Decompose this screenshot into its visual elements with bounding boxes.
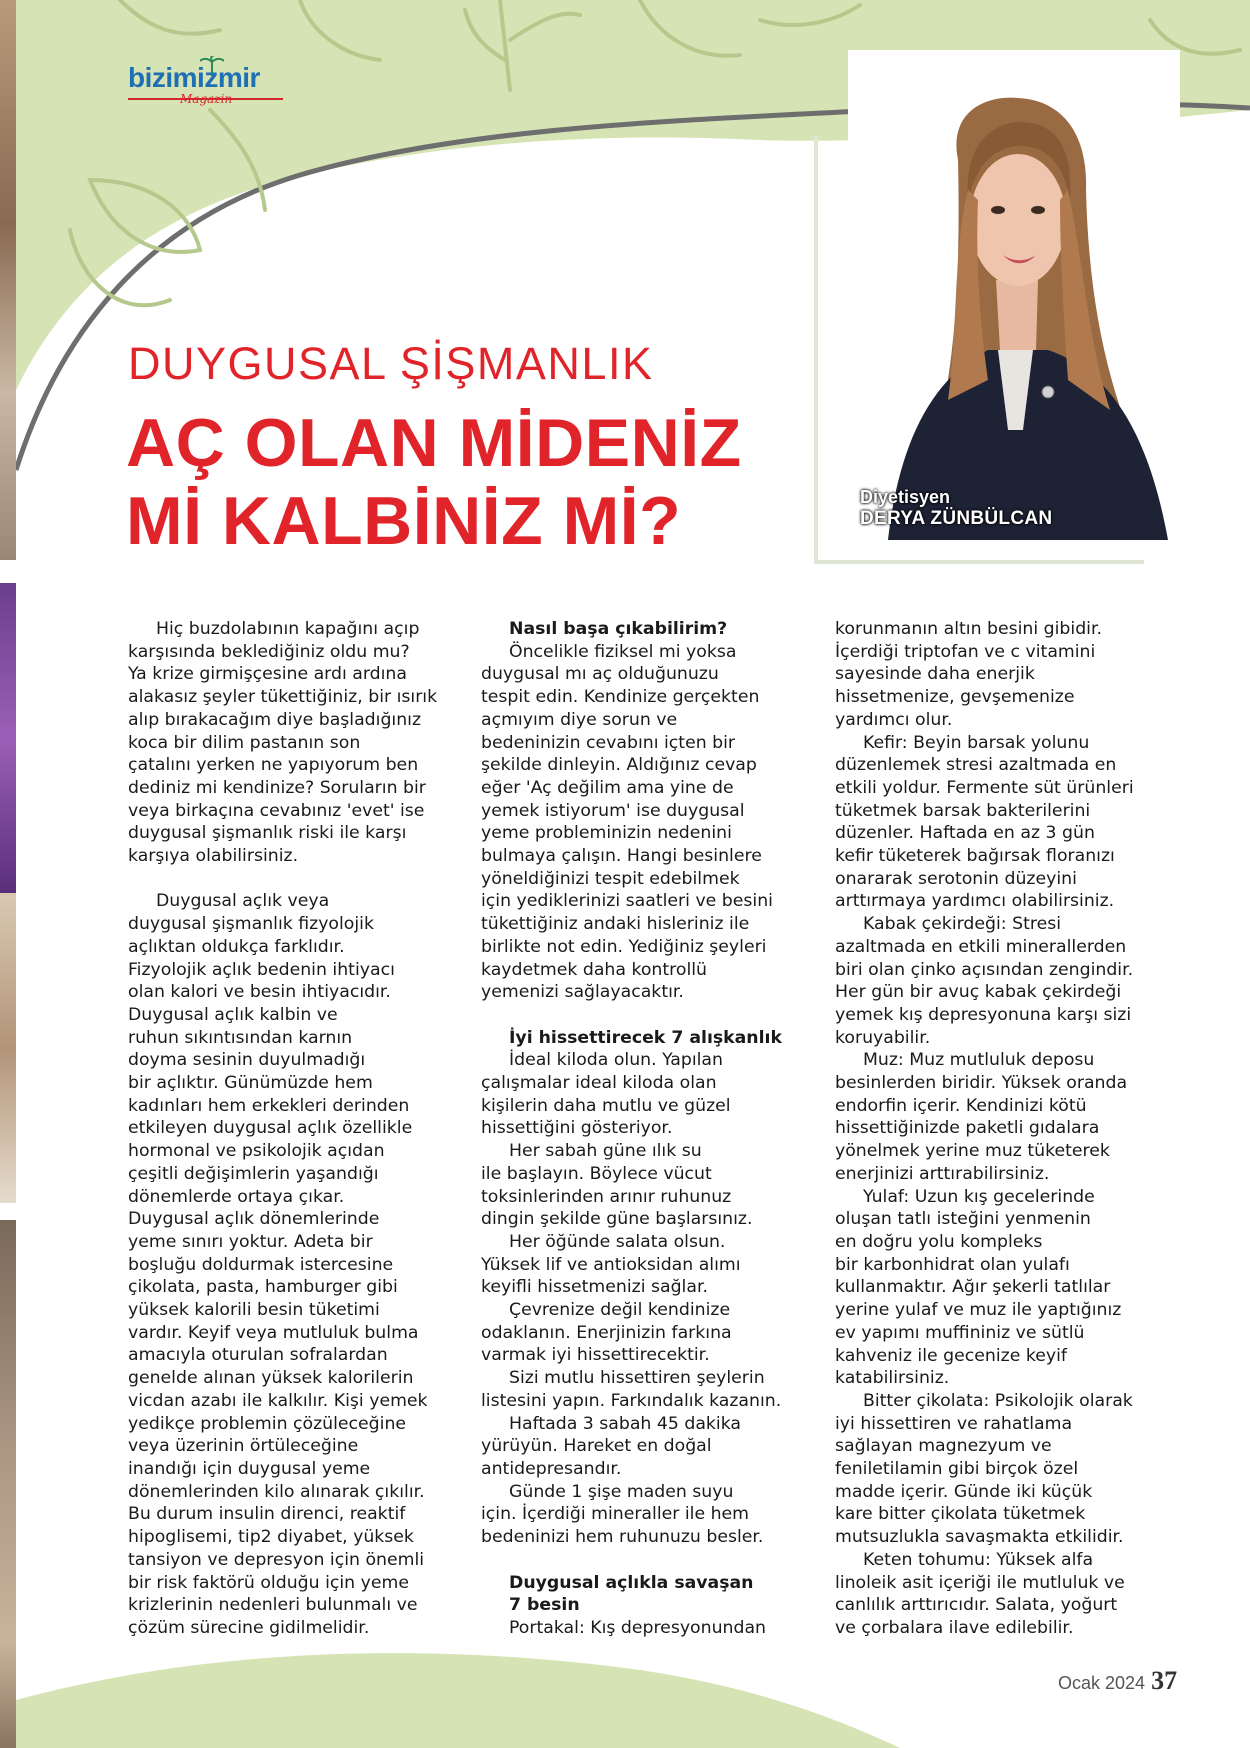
text-line: yerine yulaf ve muz ile yaptığınız xyxy=(835,1300,1122,1321)
text-line: bir açlıktır. Günümüzde hem xyxy=(128,1073,373,1094)
strip-photo-1 xyxy=(0,0,16,560)
text-line: yeme sınırı yoktur. Adeta bir xyxy=(128,1231,373,1252)
paragraph xyxy=(481,1140,811,1231)
paragraph xyxy=(835,1186,1165,1390)
section-heading xyxy=(481,1027,811,1050)
text-line: etkili yoldur. Fermente süt ürünleri xyxy=(835,777,1134,798)
text-line: besinlerden biridir. Yüksek oranda xyxy=(835,1073,1128,1094)
left-page-strip xyxy=(0,0,16,1748)
text-line: duygusal şişmanlık fizyolojik xyxy=(128,914,374,935)
text-line: hissettiğinizde paketli gıdalara xyxy=(835,1118,1100,1139)
author-portrait-illustration xyxy=(848,50,1180,540)
text-line: koruyabilir. xyxy=(835,1027,931,1048)
text-line: tükettiğiniz andaki hisleriniz ile xyxy=(481,914,750,935)
text-line: kaydetmek daha kontrollü xyxy=(481,959,708,980)
section-heading xyxy=(481,1572,811,1617)
text-line: varmak iyi hissettirecektir. xyxy=(481,1345,710,1366)
paragraph xyxy=(835,732,1165,914)
paragraph xyxy=(128,890,458,1639)
text-line: kişilerin daha mutlu ve güzel xyxy=(481,1095,731,1116)
text-line: çalışmalar ideal kiloda olan xyxy=(481,1073,717,1094)
paragraph xyxy=(481,1299,811,1367)
article-column-2 xyxy=(481,618,811,1640)
text-line: yemek kış depresyonuna karşı sizi xyxy=(835,1004,1132,1025)
text-line: Yüksek lif ve antioksidan alımı xyxy=(481,1254,741,1275)
text-line: birlikte not edin. Yediğiniz şeyleri xyxy=(481,936,767,957)
article-headline xyxy=(126,404,742,560)
text-line: odaklanın. Enerjinizin farkına xyxy=(481,1322,732,1343)
text-line: düzenlemek stresi azaltmada en xyxy=(835,755,1117,776)
logo-wordmark: bizimizmir xyxy=(128,62,260,93)
text-line: linoleik asit içeriği ile mutluluk ve xyxy=(835,1572,1125,1593)
text-line: biri olan çinko açısından zengindir. xyxy=(835,959,1134,980)
paragraph xyxy=(835,1390,1165,1549)
text-line: hissettiğini gösteriyor. xyxy=(481,1118,673,1139)
paragraph xyxy=(835,1549,1165,1640)
text-line: katabilirsiniz. xyxy=(835,1368,950,1389)
text-line: inandığı için duygusal yeme xyxy=(128,1459,371,1479)
text-line: çikolata, pasta, hamburger gibi xyxy=(128,1277,398,1298)
text-line: yürüyün. Hareket en doğal xyxy=(481,1436,712,1457)
paragraph xyxy=(481,1481,811,1549)
paragraph xyxy=(481,1049,811,1140)
text-line: hissetmenize, gevşemenize xyxy=(835,687,1075,708)
text-line: veya birkaçına cevabınız 'evet' ise xyxy=(128,800,425,821)
text-line: İdeal kiloda olun. Yapılan xyxy=(509,1050,723,1071)
text-line: vardır. Keyif veya mutluluk bulma xyxy=(128,1322,419,1343)
strip-photo-4 xyxy=(0,1220,16,1748)
text-line: çeşitli değişimlerin yaşandığı xyxy=(128,1163,379,1184)
text-line: Bu durum insulin direnci, reaktif xyxy=(128,1504,406,1525)
text-line: çatalını yerken ne yapıyorum ben xyxy=(128,755,419,776)
text-line: Ya krize girmişçesine ardı ardına xyxy=(128,664,407,685)
paragraph xyxy=(481,1367,811,1412)
article-column-3 xyxy=(835,618,1165,1640)
text-line: 7 besin xyxy=(509,1595,580,1616)
magazine-logo xyxy=(128,62,288,112)
text-line: Hiç buzdolabının kapağını açıp xyxy=(156,619,420,639)
paragraph xyxy=(835,618,1165,732)
text-line: antidepresandır. xyxy=(481,1459,622,1479)
text-line: korunmanın altın besini gibidir. xyxy=(835,619,1102,639)
text-line: şekilde dinleyin. Aldığınız cevap xyxy=(481,755,757,776)
text-line: Muz: Muz mutluluk deposu xyxy=(863,1050,1095,1071)
text-line: karşısında beklediğiniz oldu mu? xyxy=(128,641,410,662)
text-line: yönelmek yerine muz tüketerek xyxy=(835,1141,1110,1162)
text-line: mutsuzlukla savaşmakta etkilidir. xyxy=(835,1527,1124,1548)
text-line: İçerdiği triptofan ve c vitamini xyxy=(835,641,1096,662)
text-line: açlıktan oldukça farklıdır. xyxy=(128,936,345,957)
text-line: sağlayan magnezyum ve xyxy=(835,1436,1052,1457)
text-line: yüksek kalorili besin tüketimi xyxy=(128,1300,380,1321)
text-line: hormonal ve psikolojik açıdan xyxy=(128,1141,385,1162)
text-line: Öncelikle fiziksel mi yoksa xyxy=(509,641,737,662)
text-line: iyi hissettiren ve rahatlama xyxy=(835,1413,1073,1434)
text-line: yemek istiyorum' ise duygusal xyxy=(481,800,745,821)
text-line: etkileyen duygusal açlık özellikle xyxy=(128,1118,413,1139)
text-line: için. İçerdiği mineraller ile hem xyxy=(481,1504,750,1525)
text-line: İyi hissettirecek 7 alışkanlık xyxy=(509,1027,782,1048)
text-line: duygusal şişmanlık riski ile karşı xyxy=(128,823,407,844)
text-line: Kefir: Beyin barsak yolunu xyxy=(863,732,1090,753)
text-line: olan kalori ve besin ihtiyacıdır. xyxy=(128,982,391,1003)
text-line: yedikçe problemin çözüleceğine xyxy=(128,1413,407,1434)
article-kicker: DUYGUSAL ŞİŞMANLIK xyxy=(128,338,654,389)
text-line: endorfin içerir. Kendinizi kötü xyxy=(835,1095,1087,1116)
text-line: vicdan azabı ile kalkılır. Kişi yemek xyxy=(128,1390,428,1411)
text-line: ve çorbalara ilave edilebilir. xyxy=(835,1617,1074,1638)
author-name: DERYA ZÜNBÜLCAN xyxy=(860,508,1053,529)
text-line: dediniz mi kendinize? Soruların bir xyxy=(128,777,426,798)
text-line: Yulaf: Uzun kış gecelerinde xyxy=(863,1186,1095,1207)
paragraph-gap xyxy=(128,868,458,891)
text-line: genelde alınan yüksek kalorilerin xyxy=(128,1368,414,1389)
text-line: kare bitter çikolata tüketmek xyxy=(835,1504,1086,1525)
text-line: bulmaya çalışın. Hangi besinlere xyxy=(481,846,762,867)
paragraph xyxy=(481,1617,811,1640)
text-line: yemenizi sağlayacaktır. xyxy=(481,982,684,1003)
text-line: yöneldiğinizi tespit edebilmek xyxy=(481,868,740,889)
text-line: yardımcı olur. xyxy=(835,709,953,730)
text-line: Çevrenize değil kendinize xyxy=(509,1300,731,1321)
text-line: boşluğu doldurmak istercesine xyxy=(128,1254,394,1275)
article-column-1 xyxy=(128,618,458,1640)
text-line: dönemlerde ortaya çıkar. xyxy=(128,1186,345,1207)
text-line: feniletilamin gibi birçok özel xyxy=(835,1459,1079,1480)
text-line: enerjinizi arttırabilirsiniz. xyxy=(835,1163,1050,1184)
text-line: Nasıl başa çıkabilirim? xyxy=(509,619,728,639)
text-line: Duygusal açlık dönemlerinde xyxy=(128,1209,380,1230)
author-role: Diyetisyen xyxy=(860,487,951,507)
text-line: oluşan tatlı isteğini yenmenin xyxy=(835,1209,1091,1230)
text-line: Kabak çekirdeği: Stresi xyxy=(863,914,1062,935)
text-line: bedeninizin cevabını içten bir xyxy=(481,732,736,753)
paragraph-gap xyxy=(481,1549,811,1572)
text-line: ev yapımı muffininiz ve sütlü xyxy=(835,1322,1085,1343)
text-line: onararak serotonin düzeyini xyxy=(835,868,1077,889)
text-line: keyifli hissetmenizi sağlar. xyxy=(481,1277,708,1298)
text-line: sayesinde daha enerjik xyxy=(835,664,1035,685)
text-line: Keten tohumu: Yüksek alfa xyxy=(863,1549,1094,1570)
text-line: Haftada 3 sabah 45 dakika xyxy=(509,1413,742,1434)
text-line: kullanmaktır. Ağır şekerli tatlılar xyxy=(835,1277,1111,1298)
text-line: karşıya olabilirsiniz. xyxy=(128,846,299,867)
text-line: Her öğünde salata olsun. xyxy=(509,1231,726,1252)
text-line: kahveniz ile gecenize keyif xyxy=(835,1345,1067,1366)
page-footer xyxy=(1058,1666,1177,1696)
text-line: ruhun sıkıntısından karnın xyxy=(128,1027,353,1048)
strip-photo-2 xyxy=(0,583,16,893)
text-line: tüketmek barsak bakterilerini xyxy=(835,800,1091,821)
page-number: 37 xyxy=(1151,1666,1178,1695)
text-line: eğer 'Aç değilim ama yine de xyxy=(481,777,734,798)
text-line: Duygusal açlık kalbin ve xyxy=(128,1004,338,1025)
text-line: yeme probleminizin nedenini xyxy=(481,823,732,844)
text-line: ile başlayın. Böylece vücut xyxy=(481,1163,712,1184)
text-line: çözüm sürecine gidilmelidir. xyxy=(128,1617,370,1638)
paragraph xyxy=(481,641,811,1004)
text-line: Sizi mutlu hissettiren şeylerin xyxy=(509,1368,765,1389)
paragraph xyxy=(835,913,1165,1049)
text-line: için yediklerinizi saatleri ve besini xyxy=(481,891,773,912)
text-line: listesini yapın. Farkındalık kazanın. xyxy=(481,1390,782,1411)
paragraph xyxy=(128,618,458,868)
text-line: krizlerinin nedenleri bulunmalı ve xyxy=(128,1595,418,1616)
author-photo xyxy=(848,50,1180,540)
text-line: Fizyolojik açlık bedenin ihtiyacı xyxy=(128,959,395,980)
text-line: madde içerir. Günde iki küçük xyxy=(835,1481,1093,1502)
text-line: bedeninizi hem ruhunuzu besler. xyxy=(481,1527,764,1548)
text-line: kefir tüketerek bağırsak floranızı xyxy=(835,846,1115,867)
text-line: bir karbonhidrat olan yulafı xyxy=(835,1254,1070,1275)
text-line: Her sabah güne ılık su xyxy=(509,1141,702,1162)
text-line: veya üzerinin örtüleceğine xyxy=(128,1436,359,1457)
paragraph xyxy=(835,1049,1165,1185)
text-line: azaltmada en etkili minerallerden xyxy=(835,936,1127,957)
headline-line-2: Mİ KALBİNİZ Mİ? xyxy=(126,483,682,559)
text-line: tansiyon ve depresyon için önemli xyxy=(128,1549,425,1570)
section-heading xyxy=(481,618,811,641)
text-line: düzenler. Haftada en az 3 gün xyxy=(835,823,1095,844)
paragraph-gap xyxy=(481,1004,811,1027)
text-line: alıp bırakacağım diye başladığınız xyxy=(128,709,422,730)
logo-subtitle: Magazin xyxy=(180,92,233,106)
text-line: Duygusal açlık veya xyxy=(156,891,330,912)
text-line: Her gün bir avuç kabak çekirdeği xyxy=(835,982,1122,1003)
text-line: amacıyla oturulan sofralardan xyxy=(128,1345,388,1366)
text-line: açmıyım diye sorun ve xyxy=(481,709,678,730)
text-line: bir risk faktörü olduğu için yeme xyxy=(128,1572,409,1593)
headline-line-1: AÇ OLAN MİDENİZ xyxy=(126,405,742,481)
paragraph xyxy=(481,1413,811,1481)
paragraph xyxy=(481,1231,811,1299)
text-line: canlılık arttırıcıdır. Salata, yoğurt xyxy=(835,1595,1118,1616)
text-line: arttırmaya yardımcı olabilirsiniz. xyxy=(835,891,1115,912)
text-line: Portakal: Kış depresyonundan xyxy=(509,1617,766,1638)
text-line: Bitter çikolata: Psikolojik olarak xyxy=(863,1390,1133,1411)
text-line: alakasız şeyler tükettiğiniz, bir ısırık xyxy=(128,687,438,708)
text-line: Duygusal açlıkla savaşan xyxy=(509,1572,754,1593)
text-line: dingin şekilde güne başlarsınız. xyxy=(481,1209,753,1230)
text-line: Günde 1 şişe maden suyu xyxy=(509,1481,734,1502)
text-line: hipoglisemi, tip2 diyabet, yüksek xyxy=(128,1527,414,1548)
text-line: en doğru yolu kompleks xyxy=(835,1231,1043,1252)
text-line: doyma sesinin duyulmadığı xyxy=(128,1050,366,1071)
strip-photo-3 xyxy=(0,893,16,1203)
text-line: toksinlerinden arınır ruhunuz xyxy=(481,1186,732,1207)
text-line: koca bir dilim pastanın son xyxy=(128,732,361,753)
text-line: dönemlerinden kilo alınarak çıkılır. xyxy=(128,1481,425,1502)
text-line: kadınları hem erkekleri derinden xyxy=(128,1095,410,1116)
issue-date: Ocak 2024 xyxy=(1058,1673,1146,1693)
text-line: tespit edin. Kendinize gerçekten xyxy=(481,687,760,708)
text-line: duygusal mı aç olduğunuzu xyxy=(481,664,719,685)
